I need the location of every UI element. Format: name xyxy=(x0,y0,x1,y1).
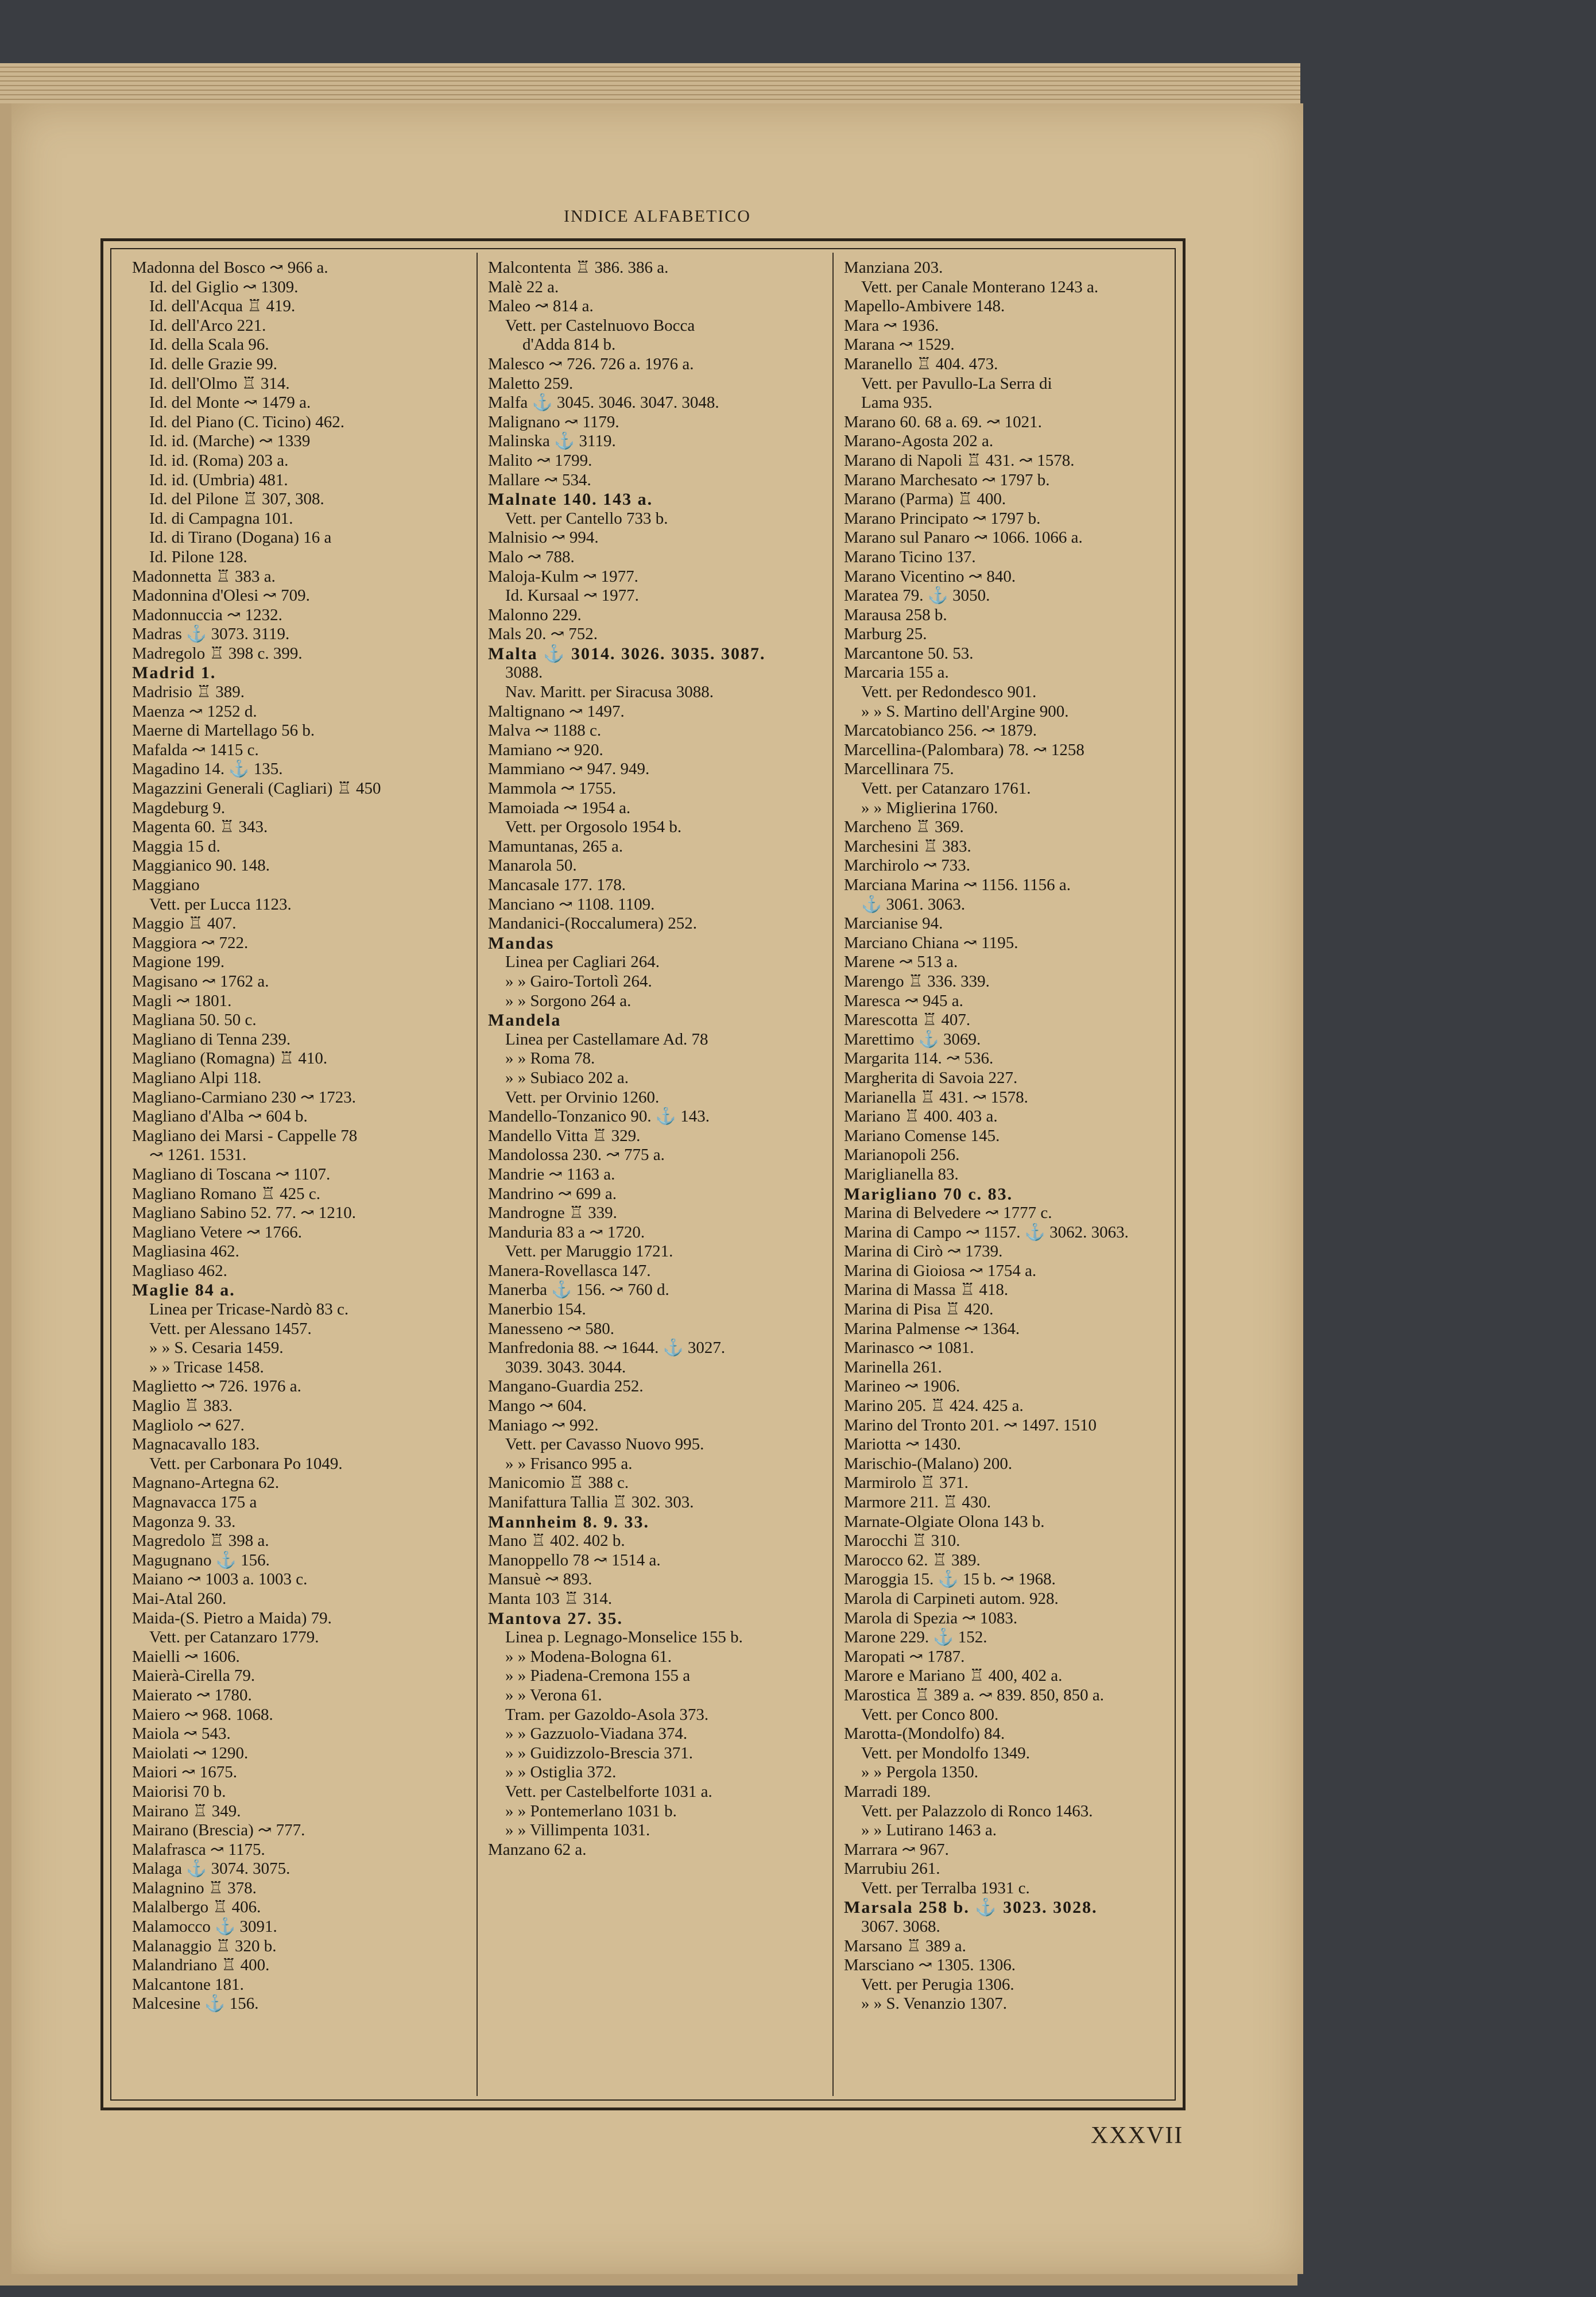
index-entry: Mandanici-(Roccalumera) 252. xyxy=(488,914,697,933)
index-entry: Mandrogne ♖ 339. xyxy=(488,1204,617,1223)
index-entry: Vett. per Palazzolo di Ronco 1463. xyxy=(861,1801,1093,1820)
index-entry: » » Ostiglia 372. xyxy=(505,1763,617,1782)
index-entry: Marana ↝ 1529. xyxy=(844,335,955,354)
index-entry: Marcheno ♖ 369. xyxy=(844,818,964,837)
index-entry: Magadino 14. ⚓ 135. xyxy=(132,760,283,779)
index-entry: Magliolo ↝ 627. xyxy=(132,1416,245,1434)
index-entry: Malaga ⚓ 3074. 3075. xyxy=(132,1859,290,1878)
index-entry: Maggia 15 d. xyxy=(132,837,220,856)
index-entry: Maletto 259. xyxy=(488,374,574,393)
index-entry: Vett. per Canale Monterano 1243 a. xyxy=(861,277,1099,296)
index-entry: Vett. per Lucca 1123. xyxy=(149,895,292,914)
index-entry: Mafalda ↝ 1415 c. xyxy=(132,740,259,759)
index-entry: Maida-(S. Pietro a Maida) 79. xyxy=(132,1608,332,1627)
index-entry: Mamuntanas, 265 a. xyxy=(488,837,623,856)
index-entry: Vett. per Conco 800. xyxy=(861,1705,999,1724)
index-entry: Marina di Gioiosa ↝ 1754 a. xyxy=(844,1261,1037,1280)
index-entry: Margherita di Savoia 227. xyxy=(844,1068,1018,1087)
index-entry: » » Sorgono 264 a. xyxy=(505,991,632,1010)
index-entry: Vett. per Terralba 1931 c. xyxy=(861,1878,1030,1897)
index-entry: Maerne di Martellago 56 b. xyxy=(132,721,315,740)
index-entry: Marciano Chiana ↝ 1195. xyxy=(844,933,1018,952)
index-entry: Maiano ↝ 1003 a. 1003 c. xyxy=(132,1570,308,1589)
index-entry: Manerba ⚓ 156. ↝ 760 d. xyxy=(488,1281,669,1300)
index-heading-entry: Malta ⚓ 3014. 3026. 3035. 3087. xyxy=(488,644,766,663)
index-entry: Id. della Scala 96. xyxy=(149,335,269,354)
index-entry: Marettimo ⚓ 3069. xyxy=(844,1030,981,1049)
index-entry: Vett. per Carbonara Po 1049. xyxy=(149,1454,343,1473)
index-entry: Id. dell'Olmo ♖ 314. xyxy=(149,374,290,393)
index-entry: d'Adda 814 b. xyxy=(522,335,616,354)
index-entry: Manziana 203. xyxy=(844,258,943,277)
index-entry: Mammiano ↝ 947. 949. xyxy=(488,760,650,779)
index-entry: Tram. per Gazoldo-Asola 373. xyxy=(505,1705,709,1724)
index-entry: Id. del Piano (C. Ticino) 462. xyxy=(149,412,344,431)
index-entry: Malalbergo ♖ 406. xyxy=(132,1898,261,1917)
index-entry: Magnacavallo 183. xyxy=(132,1435,260,1454)
index-entry: » » Lutirano 1463 a. xyxy=(861,1821,997,1840)
index-entry: Magnavacca 175 a xyxy=(132,1493,257,1511)
index-column-3 xyxy=(844,258,1183,2096)
index-entry: Vett. per Cavasso Nuovo 995. xyxy=(505,1435,704,1454)
index-entry: Marciana Marina ↝ 1156. 1156 a. xyxy=(844,876,1071,894)
index-entry: Marola di Carpineti autom. 928. xyxy=(844,1589,1059,1608)
index-entry: Id. Kursaal ↝ 1977. xyxy=(505,586,639,605)
index-entry: » » Gairo-Tortolì 264. xyxy=(505,972,652,991)
index-entry: Marcellinara 75. xyxy=(844,760,954,779)
index-entry: Madonna del Bosco ↝ 966 a. xyxy=(132,258,328,277)
index-entry: Mano ♖ 402. 402 b. xyxy=(488,1532,625,1550)
index-entry: Magliasina 462. xyxy=(132,1242,239,1261)
index-entry: Marchirolo ↝ 733. xyxy=(844,856,971,875)
index-entry: Malcontenta ♖ 386. 386 a. xyxy=(488,258,669,277)
page-number: XXXVII xyxy=(1091,2122,1184,2149)
index-entry: Mamoiada ↝ 1954 a. xyxy=(488,798,631,817)
index-entry: Id. id. (Umbria) 481. xyxy=(149,470,288,489)
index-frame xyxy=(100,238,1186,2110)
index-entry: Malamocco ⚓ 3091. xyxy=(132,1917,277,1936)
index-entry: Vett. per Catanzaro 1761. xyxy=(861,779,1031,798)
index-entry: Mallare ↝ 534. xyxy=(488,470,591,489)
index-entry: Marmore 211. ♖ 430. xyxy=(844,1493,991,1511)
index-entry: Maggiora ↝ 722. xyxy=(132,933,249,952)
index-entry: Marone 229. ⚓ 152. xyxy=(844,1628,987,1647)
index-entry: Mals 20. ↝ 752. xyxy=(488,625,598,644)
index-entry: » » Modena-Bologna 61. xyxy=(505,1647,672,1666)
index-entry: Linea p. Legnago-Monselice 155 b. xyxy=(505,1628,743,1647)
index-entry: Id. di Campagna 101. xyxy=(149,509,293,528)
index-entry: Marano 60. 68 a. 69. ↝ 1021. xyxy=(844,412,1042,431)
index-entry: Marano-Agosta 202 a. xyxy=(844,432,994,451)
index-entry: Id. Pilone 128. xyxy=(149,547,247,566)
index-entry: Marano Vicentino ↝ 840. xyxy=(844,567,1016,586)
index-entry: Mariglianella 83. xyxy=(844,1165,959,1184)
index-heading-entry: Marsala 258 b. ⚓ 3023. 3028. xyxy=(844,1898,1098,1917)
index-entry: » » Villimpenta 1031. xyxy=(505,1821,650,1840)
index-entry: Magliano Romano ♖ 425 c. xyxy=(132,1184,321,1203)
index-entry: Marsciano ↝ 1305. 1306. xyxy=(844,1956,1016,1975)
index-entry: Madonnetta ♖ 383 a. xyxy=(132,567,276,586)
index-entry: Maggianico 90. 148. xyxy=(132,856,270,875)
index-entry: Id. id. (Marche) ↝ 1339 xyxy=(149,432,311,451)
index-entry: Malfa ⚓ 3045. 3046. 3047. 3048. xyxy=(488,393,719,412)
index-entry: Mango ↝ 604. xyxy=(488,1397,587,1416)
index-entry: Marrubiu 261. xyxy=(844,1859,940,1878)
index-entry: Marina Palmense ↝ 1364. xyxy=(844,1319,1020,1338)
index-entry: Nav. Maritt. per Siracusa 3088. xyxy=(505,683,714,702)
index-entry: Magredolo ♖ 398 a. xyxy=(132,1532,269,1550)
index-entry: Magliaso 462. xyxy=(132,1261,227,1280)
index-entry: Id. del Pilone ♖ 307, 308. xyxy=(149,490,324,509)
index-entry: Marsano ♖ 389 a. xyxy=(844,1936,966,1955)
index-entry: » » S. Martino dell'Argine 900. xyxy=(861,702,1069,721)
index-entry: Vett. per Orvinio 1260. xyxy=(505,1088,660,1107)
index-entry: Malva ↝ 1188 c. xyxy=(488,721,602,740)
index-entry: Madonnuccia ↝ 1232. xyxy=(132,605,282,624)
index-entry: Mairano (Brescia) ↝ 777. xyxy=(132,1821,305,1840)
index-entry: Maleo ↝ 814 a. xyxy=(488,297,594,316)
index-entry: Maggiano xyxy=(132,876,200,894)
index-entry: Margarita 114. ↝ 536. xyxy=(844,1049,994,1068)
index-entry: Marina di Cirò ↝ 1739. xyxy=(844,1242,1003,1261)
index-entry: Vett. per Castelnuovo Bocca xyxy=(505,316,695,335)
index-entry: Maresca ↝ 945 a. xyxy=(844,991,963,1010)
index-entry: Mariano Comense 145. xyxy=(844,1126,1000,1145)
index-entry: Marianopoli 256. xyxy=(844,1146,960,1165)
index-entry: Malito ↝ 1799. xyxy=(488,451,592,470)
index-entry: » » S. Venanzio 1307. xyxy=(861,1994,1008,2013)
index-entry: Linea per Cagliari 264. xyxy=(505,953,660,972)
index-entry: Marocchi ♖ 310. xyxy=(844,1532,960,1550)
index-entry: Magli ↝ 1801. xyxy=(132,991,232,1010)
index-entry: Marore e Mariano ♖ 400, 402 a. xyxy=(844,1666,1063,1685)
index-entry: Marischio-(Malano) 200. xyxy=(844,1454,1013,1473)
index-entry: » » Tricase 1458. xyxy=(149,1358,264,1376)
index-entry: » » Subiaco 202 a. xyxy=(505,1068,629,1087)
index-entry: 3039. 3043. 3044. xyxy=(505,1358,626,1376)
page-edges xyxy=(0,63,1300,103)
index-entry: Maiola ↝ 543. xyxy=(132,1724,231,1743)
index-entry: 3088. xyxy=(505,663,543,682)
index-entry: Magugnano ⚓ 156. xyxy=(132,1550,270,1569)
index-entry: Marianella ♖ 431. ↝ 1578. xyxy=(844,1088,1028,1107)
index-entry: Magione 199. xyxy=(132,953,225,972)
index-entry: Id. del Monte ↝ 1479 a. xyxy=(149,393,311,412)
index-entry: Marchesini ♖ 383. xyxy=(844,837,971,856)
index-entry: Magliano Sabino 52. 77. ↝ 1210. xyxy=(132,1204,356,1223)
index-entry: » » Guidizzolo-Brescia 371. xyxy=(505,1743,693,1762)
index-entry: Marino 205. ♖ 424. 425 a. xyxy=(844,1397,1024,1416)
index-entry: Id. dell'Arco 221. xyxy=(149,316,266,335)
index-entry: Marinasco ↝ 1081. xyxy=(844,1339,974,1358)
index-heading-entry: Marigliano 70 c. 83. xyxy=(844,1184,1013,1204)
index-entry: » » Piadena-Cremona 155 a xyxy=(505,1666,691,1685)
index-entry: Manerbio 154. xyxy=(488,1300,586,1319)
index-entry: Maierà-Cirella 79. xyxy=(132,1666,255,1685)
index-entry: Vett. per Maruggio 1721. xyxy=(505,1242,673,1261)
index-entry: Marene ↝ 513 a. xyxy=(844,953,958,972)
index-entry: Manarola 50. xyxy=(488,856,577,875)
column-divider xyxy=(477,253,478,2096)
index-entry: Magliano (Romagna) ♖ 410. xyxy=(132,1049,328,1068)
index-entry: Mansuè ↝ 893. xyxy=(488,1570,592,1589)
index-entry: Maroggia 15. ⚓ 15 b. ↝ 1968. xyxy=(844,1570,1056,1589)
index-heading-entry: Mannheim 8. 9. 33. xyxy=(488,1512,650,1532)
index-entry: Marcaria 155 a. xyxy=(844,663,949,682)
index-entry: Marano Marchesato ↝ 1797 b. xyxy=(844,470,1050,489)
index-entry: Magdeburg 9. xyxy=(132,798,226,817)
index-entry: Maiori ↝ 1675. xyxy=(132,1763,237,1782)
index-entry: Manfredonia 88. ↝ 1644. ⚓ 3027. xyxy=(488,1339,726,1358)
index-entry: Mandello Vitta ♖ 329. xyxy=(488,1126,641,1145)
index-entry: Mapello-Ambivere 148. xyxy=(844,297,1005,316)
book-page xyxy=(11,103,1303,2274)
index-entry: Marmirolo ♖ 371. xyxy=(844,1474,969,1492)
index-entry: Mammola ↝ 1755. xyxy=(488,779,617,798)
index-heading-entry: Mandela xyxy=(488,1011,561,1030)
index-entry: Magliano Alpi 118. xyxy=(132,1068,262,1087)
index-entry: Malcesine ⚓ 156. xyxy=(132,1994,259,2013)
index-entry: Marburg 25. xyxy=(844,625,927,644)
index-entry: 3067. 3068. xyxy=(861,1917,940,1936)
index-entry: Mandrino ↝ 699 a. xyxy=(488,1184,617,1203)
index-entry: Malanaggio ♖ 320 b. xyxy=(132,1936,277,1955)
index-entry: Magenta 60. ♖ 343. xyxy=(132,818,268,837)
index-entry: Marengo ♖ 336. 339. xyxy=(844,972,990,991)
index-entry: Maglietto ↝ 726. 1976 a. xyxy=(132,1377,301,1396)
index-entry: Maglio ♖ 383. xyxy=(132,1397,233,1416)
index-entry: Magliano-Carmiano 230 ↝ 1723. xyxy=(132,1088,356,1107)
index-heading-entry: Mandas xyxy=(488,933,555,953)
index-column-2 xyxy=(488,258,827,2096)
index-heading-entry: Maglie 84 a. xyxy=(132,1281,235,1300)
index-entry: » » Gazzuolo-Viadana 374. xyxy=(505,1724,688,1743)
index-entry: Marineo ↝ 1906. xyxy=(844,1377,960,1396)
index-entry: Malo ↝ 788. xyxy=(488,547,575,566)
index-entry: Manciano ↝ 1108. 1109. xyxy=(488,895,655,914)
index-entry: Malonno 229. xyxy=(488,605,582,624)
index-entry: Maltignano ↝ 1497. xyxy=(488,702,625,721)
index-entry: Mandello-Tonzanico 90. ⚓ 143. xyxy=(488,1107,710,1126)
index-entry: Vett. per Castelbelforte 1031 a. xyxy=(505,1782,712,1801)
index-entry: Marina di Campo ↝ 1157. ⚓ 3062. 3063. xyxy=(844,1223,1129,1242)
index-entry: Maropati ↝ 1787. xyxy=(844,1647,965,1666)
index-column-1 xyxy=(132,258,471,2096)
index-entry: Maierato ↝ 1780. xyxy=(132,1685,252,1704)
index-heading-entry: Mantova 27. 35. xyxy=(488,1608,623,1628)
index-entry: Maielli ↝ 1606. xyxy=(132,1647,240,1666)
index-entry: Marescotta ♖ 407. xyxy=(844,1011,971,1030)
index-entry: » » Pontemerlano 1031 b. xyxy=(505,1801,677,1820)
index-entry: Vett. per Perugia 1306. xyxy=(861,1975,1014,1994)
index-entry: Vett. per Orgosolo 1954 b. xyxy=(505,818,682,837)
index-entry: Madregolo ♖ 398 c. 399. xyxy=(132,644,303,663)
index-entry: Malè 22 a. xyxy=(488,277,559,296)
index-entry: Mariano ♖ 400. 403 a. xyxy=(844,1107,998,1126)
index-entry: Maiero ↝ 968. 1068. xyxy=(132,1705,273,1724)
index-entry: Marocco 62. ♖ 389. xyxy=(844,1550,981,1569)
index-entry: Malignano ↝ 1179. xyxy=(488,412,619,431)
index-entry: Marrara ↝ 967. xyxy=(844,1840,949,1859)
index-entry: Id. del Giglio ↝ 1309. xyxy=(149,277,299,296)
index-entry: Id. id. (Roma) 203 a. xyxy=(149,451,289,470)
index-entry: Vett. per Alessano 1457. xyxy=(149,1319,312,1338)
index-entry: Vett. per Cantello 733 b. xyxy=(505,509,668,528)
index-entry: Maratea 79. ⚓ 3050. xyxy=(844,586,990,605)
index-entry: Magazzini Generali (Cagliari) ♖ 450 xyxy=(132,779,381,798)
index-entry: Magliano di Tenna 239. xyxy=(132,1030,291,1049)
index-entry: » » Roma 78. xyxy=(505,1049,595,1068)
index-entry: Marcianise 94. xyxy=(844,914,943,933)
index-entry: Marola di Spezia ↝ 1083. xyxy=(844,1608,1018,1627)
index-entry: Marina di Pisa ♖ 420. xyxy=(844,1300,994,1319)
index-entry: Malagnino ♖ 378. xyxy=(132,1878,257,1897)
index-entry: Id. di Tirano (Dogana) 16 a xyxy=(149,528,332,547)
index-entry: Manzano 62 a. xyxy=(488,1840,587,1859)
index-entry: Id. dell'Acqua ♖ 419. xyxy=(149,297,296,316)
index-entry: Magliano Vetere ↝ 1766. xyxy=(132,1223,302,1242)
index-entry: ⚓ 3061. 3063. xyxy=(861,895,966,914)
index-heading-entry: Madrid 1. xyxy=(132,663,216,683)
index-entry: Mairano ♖ 349. xyxy=(132,1801,241,1820)
index-entry: Maloja-Kulm ↝ 1977. xyxy=(488,567,638,586)
index-entry: Maniago ↝ 992. xyxy=(488,1416,599,1434)
page-header: INDICE ALFABETICO xyxy=(564,207,751,226)
index-entry: Malcantone 181. xyxy=(132,1975,244,1994)
index-entry: Mai-Atal 260. xyxy=(132,1589,227,1608)
index-entry: Lama 935. xyxy=(861,393,933,412)
index-entry: » » Miglierina 1760. xyxy=(861,798,998,817)
index-entry: Marcantone 50. 53. xyxy=(844,644,974,663)
index-entry: Mandrie ↝ 1163 a. xyxy=(488,1165,615,1184)
index-entry: Magonza 9. 33. xyxy=(132,1512,236,1531)
index-entry: Marotta-(Mondolfo) 84. xyxy=(844,1724,1005,1743)
index-entry: Marano (Parma) ♖ 400. xyxy=(844,490,1006,509)
index-entry: Vett. per Pavullo-La Serra di xyxy=(861,374,1052,393)
index-entry: Magliano d'Alba ↝ 604 b. xyxy=(132,1107,308,1126)
index-entry: Malafrasca ↝ 1175. xyxy=(132,1840,265,1859)
index-entry: Marinella 261. xyxy=(844,1358,942,1376)
index-entry: Malesco ↝ 726. 726 a. 1976 a. xyxy=(488,354,694,373)
index-entry: Magliana 50. 50 c. xyxy=(132,1011,257,1030)
index-entry: Vett. per Catanzaro 1779. xyxy=(149,1628,319,1647)
index-entry: Malandriano ♖ 400. xyxy=(132,1956,270,1975)
index-entry: Mancasale 177. 178. xyxy=(488,876,626,894)
index-entry: Mangano-Guardia 252. xyxy=(488,1377,644,1396)
index-entry: Linea per Castellamare Ad. 78 xyxy=(505,1030,708,1049)
index-entry: Marano sul Panaro ↝ 1066. 1066 a. xyxy=(844,528,1083,547)
index-entry: » » S. Cesaria 1459. xyxy=(149,1339,284,1358)
index-entry: » » Pergola 1350. xyxy=(861,1763,979,1782)
index-entry: Manifattura Tallia ♖ 302. 303. xyxy=(488,1493,694,1511)
index-entry: Manicomio ♖ 388 c. xyxy=(488,1474,629,1492)
index-entry: Manesseno ↝ 580. xyxy=(488,1319,615,1338)
index-entry: Madras ⚓ 3073. 3119. xyxy=(132,625,290,644)
index-entry: Manera-Rovellasca 147. xyxy=(488,1261,651,1280)
index-entry: Madonnina d'Olesi ↝ 709. xyxy=(132,586,310,605)
index-entry: Magnano-Artegna 62. xyxy=(132,1474,280,1492)
index-entry: Manduria 83 a ↝ 1720. xyxy=(488,1223,645,1242)
index-entry: Linea per Tricase-Nardò 83 c. xyxy=(149,1300,349,1319)
index-entry: Mamiano ↝ 920. xyxy=(488,740,603,759)
index-entry: » » Frisanco 995 a. xyxy=(505,1454,633,1473)
index-entry: » » Verona 61. xyxy=(505,1685,602,1704)
index-entry: Marano di Napoli ♖ 431. ↝ 1578. xyxy=(844,451,1075,470)
index-entry: Maenza ↝ 1252 d. xyxy=(132,702,257,721)
index-heading-entry: Malnate 140. 143 a. xyxy=(488,490,653,509)
index-entry: Maggio ♖ 407. xyxy=(132,914,237,933)
index-entry: Marano Principato ↝ 1797 b. xyxy=(844,509,1041,528)
index-entry: Magisano ↝ 1762 a. xyxy=(132,972,269,991)
index-entry: Marostica ♖ 389 a. ↝ 839. 850, 850 a. xyxy=(844,1685,1104,1704)
index-entry: Marcatobianco 256. ↝ 1879. xyxy=(844,721,1037,740)
index-entry: Marino del Tronto 201. ↝ 1497. 1510 xyxy=(844,1416,1097,1434)
index-entry: Mariotta ↝ 1430. xyxy=(844,1435,961,1454)
index-entry: Mandolossa 230. ↝ 775 a. xyxy=(488,1146,665,1165)
index-entry: Vett. per Mondolfo 1349. xyxy=(861,1743,1030,1762)
index-entry: Marano Ticino 137. xyxy=(844,547,976,566)
index-entry: Marausa 258 b. xyxy=(844,605,947,624)
index-entry: Maranello ♖ 404. 473. xyxy=(844,354,998,373)
index-entry: Marina di Belvedere ↝ 1777 c. xyxy=(844,1204,1052,1223)
index-entry: Manoppello 78 ↝ 1514 a. xyxy=(488,1550,661,1569)
index-entry: Vett. per Redondesco 901. xyxy=(861,683,1037,702)
index-entry: Magliano dei Marsi - Cappelle 78 xyxy=(132,1126,358,1145)
index-entry: Maiolati ↝ 1290. xyxy=(132,1743,249,1762)
index-entry: Id. delle Grazie 99. xyxy=(149,354,278,373)
index-entry: Malinska ⚓ 3119. xyxy=(488,432,616,451)
index-entry: ↝ 1261. 1531. xyxy=(149,1146,247,1165)
column-divider xyxy=(832,253,834,2096)
index-entry: Marnate-Olgiate Olona 143 b. xyxy=(844,1512,1045,1531)
index-entry: Malnisio ↝ 994. xyxy=(488,528,599,547)
index-entry: Marina di Massa ♖ 418. xyxy=(844,1281,1009,1300)
index-entry: Manta 103 ♖ 314. xyxy=(488,1589,613,1608)
index-entry: Madrisio ♖ 389. xyxy=(132,683,245,702)
index-entry: Marradi 189. xyxy=(844,1782,931,1801)
index-entry: Maiorisi 70 b. xyxy=(132,1782,226,1801)
index-entry: Mara ↝ 1936. xyxy=(844,316,939,335)
index-entry: Magliano di Toscana ↝ 1107. xyxy=(132,1165,331,1184)
index-entry: Marcellina-(Palombara) 78. ↝ 1258 xyxy=(844,740,1084,759)
